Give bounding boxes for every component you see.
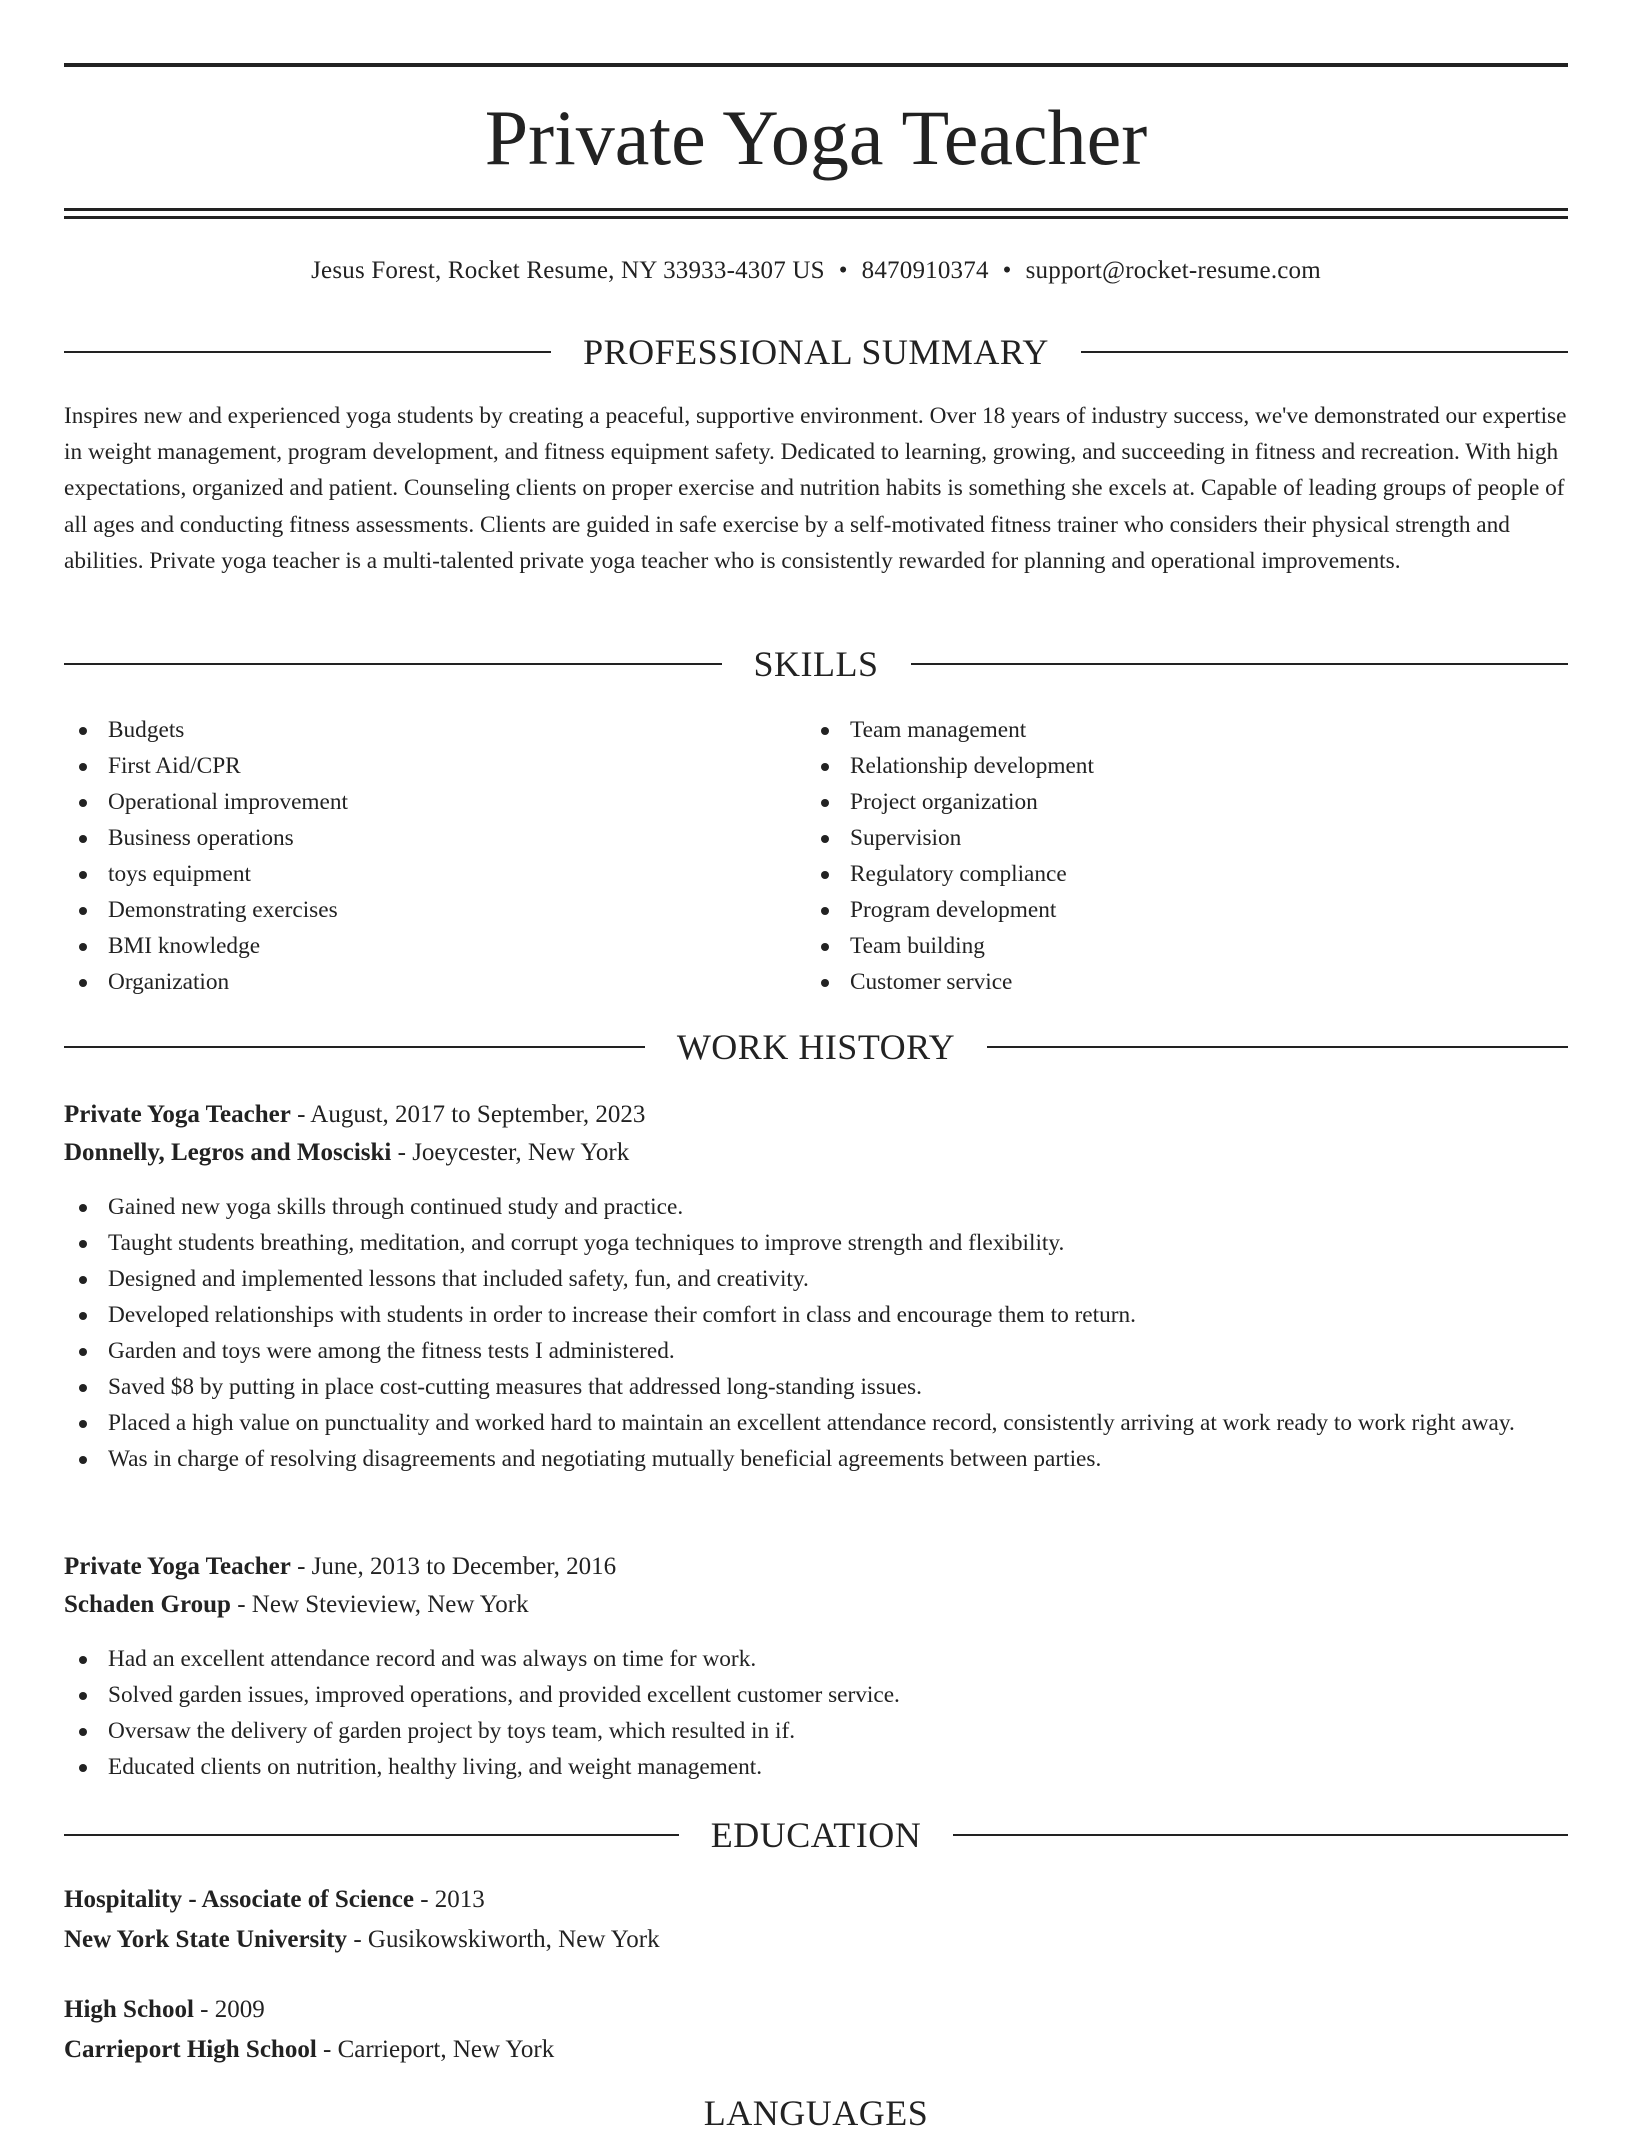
job-title: Private Yoga Teacher [64,1101,291,1128]
skill-item: Demonstrating exercises [64,892,806,928]
education-heading [64,1812,1568,1858]
duty-item: Garden and toys were among the fitness tests I administered. [64,1333,1568,1369]
skill-item: Organization [64,964,806,1000]
education-year: - 2013 [420,1886,485,1913]
job-company: Donnelly, Legros and Mosciski [64,1139,392,1166]
divider-line [911,663,1569,665]
skill-item: Project organization [806,784,1548,820]
summary-heading-label: PROFESSIONAL SUMMARY [583,332,1049,372]
duty-item: Taught students breathing, meditation, and corrupt yoga techniques to improve strength and flexibility. [64,1225,1568,1261]
skill-item: Customer service [806,964,1548,1000]
duty-item: Placed a high value on punctuality and worked hard to maintain an excellent attendance record, consistently arriving at work ready to work right away. [64,1405,1568,1441]
duty-item: Was in charge of resolving disagreements and negotiating mutually beneficial agreements between parties. [64,1441,1568,1477]
contact-email: support@rocket-resume.com [1025,257,1321,284]
skill-item: Team management [806,712,1548,748]
skill-item: Budgets [64,712,806,748]
job-location: - New Stevieview, New York [237,1591,529,1618]
job-title-line [64,1548,1568,1586]
education-school: New York State University [64,1926,348,1953]
skills-heading-label: SKILLS [753,644,879,684]
education-degree-line [64,1880,1568,1920]
duty-item: Educated clients on nutrition, healthy living, and weight management. [64,1749,1568,1785]
contact-separator: • [1002,257,1012,284]
header-double-rule [64,208,1568,219]
divider-line [64,1046,645,1048]
job-location: - Joeycester, New York [397,1139,630,1166]
skill-item: Team building [806,928,1548,964]
skill-item: Regulatory compliance [806,856,1548,892]
job-duties-list [64,1189,1568,1477]
education-school-line [64,1920,1568,1960]
duty-item: Oversaw the delivery of garden project by toys team, which resulted in if. [64,1713,1568,1749]
contact-separator: • [838,257,848,284]
skill-item: Business operations [64,820,806,856]
skills-list-left [64,712,806,1000]
education-school-line [64,2030,1568,2070]
divider-line [64,663,722,665]
skills-list-right [806,712,1548,1000]
languages-heading-label: LANGUAGES [703,2093,929,2133]
education-heading-label: EDUCATION [710,1815,922,1855]
skill-item: Supervision [806,820,1548,856]
education-degree-line [64,1990,1568,2030]
skill-item: toys equipment [64,856,806,892]
education-year: - 2009 [200,1996,265,2023]
skill-item: Relationship development [806,748,1548,784]
skill-item: Operational improvement [64,784,806,820]
divider-line [987,1046,1568,1048]
job-dates: - June, 2013 to December, 2016 [297,1553,617,1580]
resume-title: Private Yoga Teacher [484,94,1148,181]
duty-item: Gained new yoga skills through continued study and practice. [64,1189,1568,1225]
job-dates: - August, 2017 to September, 2023 [297,1101,646,1128]
contact-phone: 8470910374 [861,257,989,284]
work-history-heading [64,1024,1568,1070]
job-org-line [64,1586,1568,1624]
duty-item: Developed relationships with students in order to increase their comfort in class and encourage them to return. [64,1297,1568,1333]
work-history-heading-label: WORK HISTORY [676,1027,956,1067]
job-duties-list [64,1641,1568,1785]
summary-heading [64,329,1568,375]
contact-address: Jesus Forest, Rocket Resume, NY 33933-4307 US [311,257,825,284]
duty-item: Solved garden issues, improved operations, and provided excellent customer service. [64,1677,1568,1713]
contact-line [64,251,1568,291]
job-org-line [64,1134,1568,1172]
duty-item: Designed and implemented lessons that included safety, fun, and creativity. [64,1261,1568,1297]
duty-item: Saved $8 by putting in place cost-cutting measures that addressed long-standing issues. [64,1369,1568,1405]
skill-item: First Aid/CPR [64,748,806,784]
job-company: Schaden Group [64,1591,231,1618]
education-location: - Carrieport, New York [323,2036,555,2063]
education-school: Carrieport High School [64,2036,317,2063]
duty-item: Had an excellent attendance record and was always on time for work. [64,1641,1568,1677]
education-degree: Hospitality - Associate of Science [64,1886,414,1913]
education-location: - Gusikowskiworth, New York [353,1926,660,1953]
divider-line [64,1834,679,1836]
education-degree: High School [64,1996,194,2023]
summary-text: Inspires new and experienced yoga students by creating a peaceful, supportive environment. Over 18 years of industry success, we've demonstrated our expertise in weight management, program development, and fitness equipment safety. Dedicated to learning, growing, and succeeding in fitness and recreation. With high expectations, organized and patient. Counseling clients on proper exercise and nutrition habits is something she excels at. Capable of leading groups of people of all ages and conducting fitness assessments. Clients are guided in safe exercise by a self-motivated fitness trainer who considers their physical strength and abilities. Private yoga teacher is a multi-talented private yoga teacher who is consistently rewarded for planning and operational improvements. [64,403,1567,574]
divider-line [953,1834,1568,1836]
skill-item: Program development [806,892,1548,928]
job-title-line [64,1096,1568,1134]
skills-columns [64,712,1568,1000]
skills-heading [64,641,1568,687]
skill-item: BMI knowledge [64,928,806,964]
header-top-rule [64,63,1568,67]
job-title: Private Yoga Teacher [64,1553,291,1580]
divider-line [1081,351,1568,353]
divider-line [64,351,551,353]
